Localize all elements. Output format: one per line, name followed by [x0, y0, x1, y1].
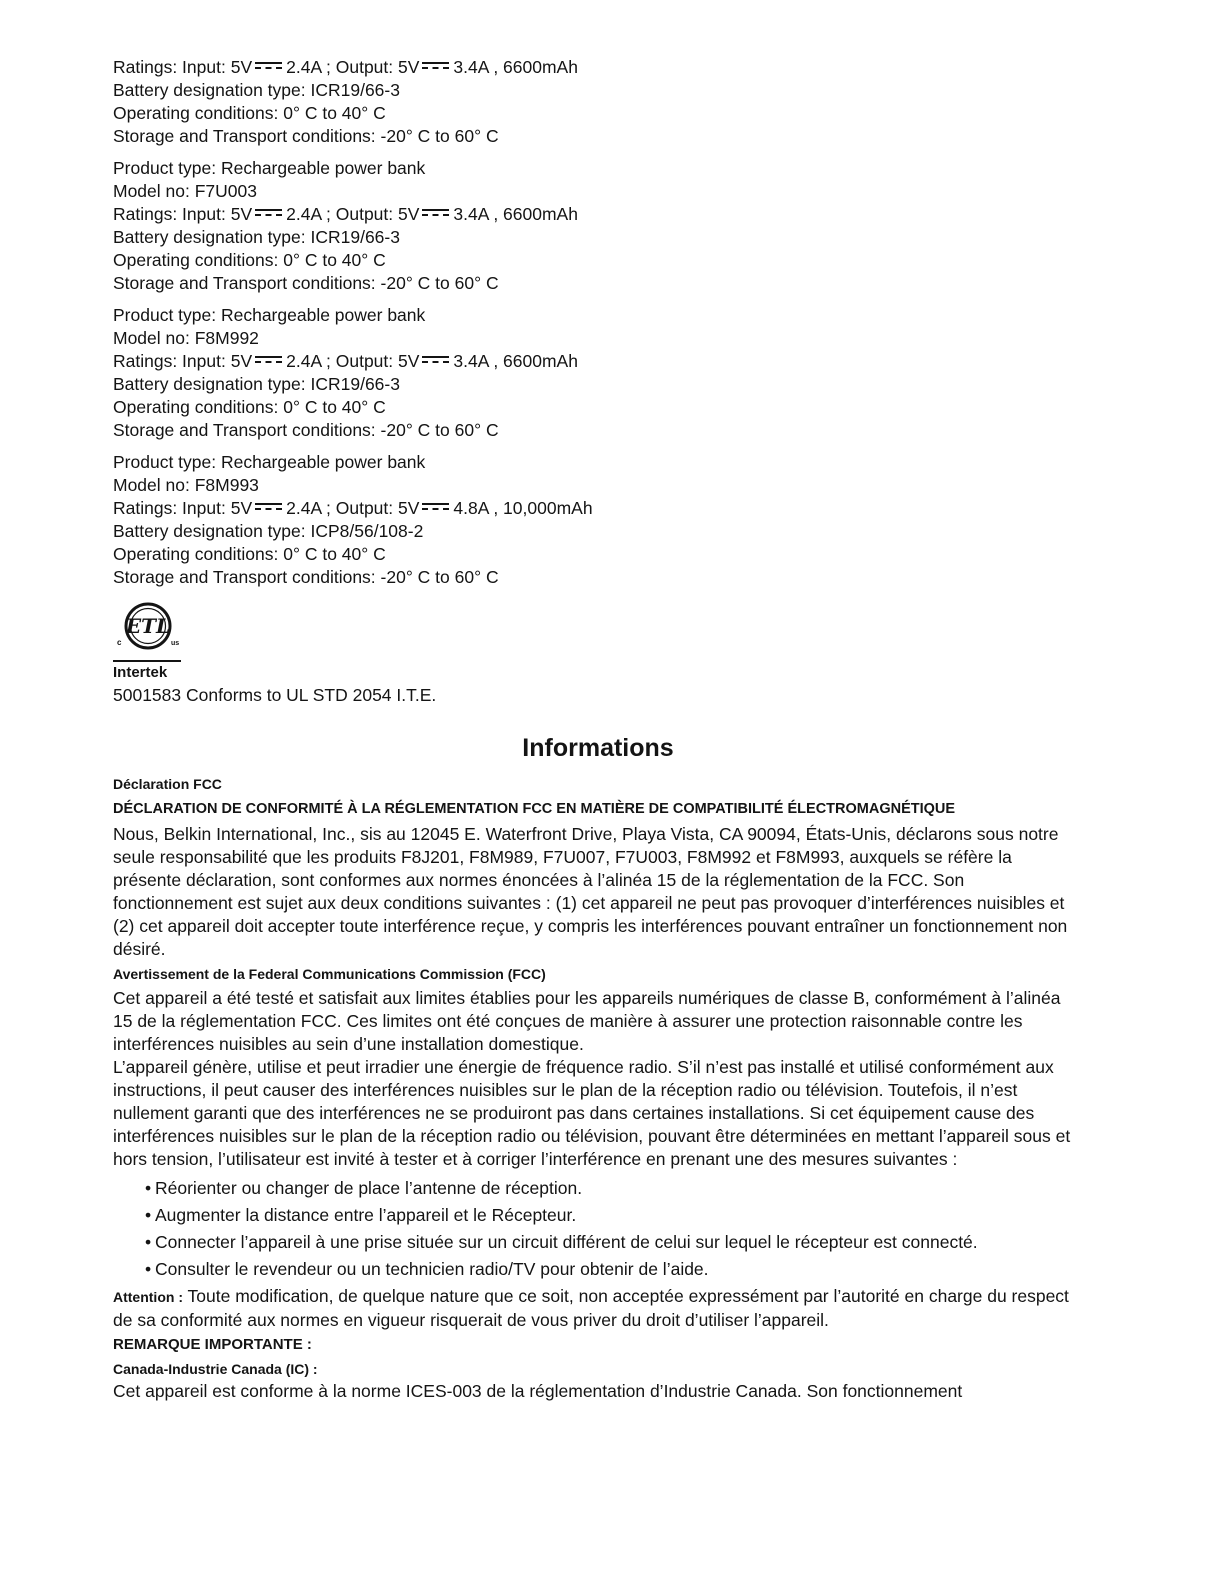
document-page — [113, 56, 1113, 1403]
bullet-icon: • — [145, 1205, 152, 1225]
measures-list — [145, 1175, 1113, 1283]
spec-block — [113, 56, 1113, 148]
fcc-warning-heading: Avertissement de la Federal Communications Commission (FCC) — [113, 966, 546, 982]
ratings-output-label: 2.4A ; Output: 5V — [286, 204, 420, 224]
bullet-icon: • — [145, 1232, 152, 1252]
attention-label: Attention : — [113, 1289, 183, 1305]
spec-line: Product type: Rechargeable power bank — [113, 452, 426, 472]
fcc-paragraph: Nous, Belkin International, Inc., sis au 12045 E. Waterfront Drive, Playa Vista, CA 90094, États-Unis, déclarons sous notre seule responsabilité que les produits F8J201, F8M989, F7U007, F7U003, F8M992 et F8M993, auxquels se réfère la présente déclaration, sont conformes aux normes énoncées à l’alinéa 15 de la réglementation de la FCC. Son fonctionnement est sujet aux deux conditions suivantes : (1) cet appareil ne peut pas provoquer d’interférences nuisibles et (2) cet appareil doit accepter toute interférence reçue, y compris les interférences pouvant entraîner un fonctionnement non désiré. — [113, 824, 1068, 959]
bullet-icon: • — [145, 1259, 152, 1279]
fcc-warning-paragraph: Cet appareil a été testé et satisfait aux limites établies pour les appareils numériques de classe B, conformément à l’alinéa 15 de la réglementation FCC. Ces limites ont été conçues de manière à assurer une protection raisonnable contre les interférences nuisibles au sein d’une installation domestique. — [113, 988, 1061, 1054]
svg-text:c: c — [117, 638, 122, 647]
spec-line: Battery designation type: ICR19/66-3 — [113, 80, 400, 100]
ratings-line — [113, 350, 1113, 373]
spec-line: Battery designation type: ICR19/66-3 — [113, 374, 400, 394]
canada-paragraph: Cet appareil est conforme à la norme ICES-003 de la réglementation d’Industrie Canada. Son fonctionnement — [113, 1381, 963, 1401]
fcc-heading: Déclaration FCC — [113, 776, 222, 792]
dc-symbol-icon — [422, 503, 449, 512]
spec-line: Storage and Transport conditions: -20° C to 60° C — [113, 420, 499, 440]
spec-line: Model no: F7U003 — [113, 181, 257, 201]
ratings-capacity: 3.4A , 6600mAh — [453, 57, 578, 77]
intertek-caption: Intertek — [113, 664, 168, 681]
list-item — [145, 1229, 1113, 1256]
spec-line: Product type: Rechargeable power bank — [113, 305, 426, 325]
etl-listed-mark-icon — [113, 601, 183, 651]
ratings-output-label: 2.4A ; Output: 5V — [286, 351, 420, 371]
spec-line: Battery designation type: ICR19/66-3 — [113, 227, 400, 247]
attention-paragraph — [113, 1285, 1083, 1332]
logo-divider — [113, 660, 181, 662]
ratings-input-label: Ratings: Input: 5V — [113, 498, 253, 518]
spec-line: Storage and Transport conditions: -20° C to 60° C — [113, 273, 499, 293]
spec-block — [113, 451, 1113, 589]
attention-text: Toute modification, de quelque nature que ce soit, non acceptée expressément par l’autorité en charge du respect de sa conformité aux normes en vigueur risquerait de vous priver du droit d’utiliser l’appareil. — [113, 1286, 1069, 1330]
ratings-capacity: 3.4A , 6600mAh — [453, 351, 578, 371]
dc-symbol-icon — [422, 209, 449, 218]
spec-line: Model no: F8M993 — [113, 475, 259, 495]
ratings-capacity: 4.8A , 10,000mAh — [453, 498, 593, 518]
spec-line: Product type: Rechargeable power bank — [113, 158, 426, 178]
interference-paragraph: L’appareil génère, utilise et peut irradier une énergie de fréquence radio. S’il n’est pas installé et utilisé conformément aux instructions, il peut causer des interférences nuisibles sur le plan de la réception radio ou télévision. Toutefois, il n’est nullement garanti que des interférences ne se produiront pas dans certaines installations. Si cet équipement cause des interférences nuisibles sur le plan de la réception radio ou télévision, pouvant être déterminées en mettant l’appareil sous et hors tension, l’utilisateur est invité à tester et à corriger l’interférence en prenant une des mesures suivantes : — [113, 1057, 1071, 1169]
bullet-icon: • — [145, 1178, 152, 1198]
ratings-input-label: Ratings: Input: 5V — [113, 351, 253, 371]
dc-symbol-icon — [422, 356, 449, 365]
ratings-capacity: 3.4A , 6600mAh — [453, 204, 578, 224]
svg-text:ETL: ETL — [125, 614, 171, 638]
svg-text:us: us — [171, 640, 180, 647]
spec-line: Battery designation type: ICP8/56/108-2 — [113, 521, 424, 541]
section-title: Informations — [522, 734, 674, 762]
certification-logo — [113, 601, 183, 682]
important-heading: REMARQUE IMPORTANTE : — [113, 1336, 312, 1353]
canada-heading: Canada-Industrie Canada (IC) : — [113, 1361, 318, 1377]
dc-symbol-icon — [255, 62, 282, 71]
list-item — [145, 1175, 1113, 1202]
dc-symbol-icon — [255, 503, 282, 512]
spec-line: Operating conditions: 0° C to 40° C — [113, 250, 386, 270]
list-item-text: Consulter le revendeur ou un technicien radio/TV pour obtenir de l’aide. — [155, 1259, 709, 1279]
spec-line: Storage and Transport conditions: -20° C to 60° C — [113, 567, 499, 587]
spec-line: Operating conditions: 0° C to 40° C — [113, 103, 386, 123]
list-item-text: Réorienter ou changer de place l’antenne de réception. — [155, 1178, 583, 1198]
list-item — [145, 1256, 1113, 1283]
spec-list — [113, 56, 1113, 589]
list-item-text: Augmenter la distance entre l’appareil et le Récepteur. — [155, 1205, 577, 1225]
spec-block — [113, 157, 1113, 295]
dc-symbol-icon — [422, 62, 449, 71]
spec-line: Model no: F8M992 — [113, 328, 259, 348]
ratings-line — [113, 497, 1113, 520]
spec-line: Storage and Transport conditions: -20° C to 60° C — [113, 126, 499, 146]
conformity-statement: 5001583 Conforms to UL STD 2054 I.T.E. — [113, 685, 437, 705]
dc-symbol-icon — [255, 356, 282, 365]
ratings-line — [113, 56, 1113, 79]
ratings-output-label: 2.4A ; Output: 5V — [286, 57, 420, 77]
ratings-line — [113, 203, 1113, 226]
spec-line: Operating conditions: 0° C to 40° C — [113, 397, 386, 417]
list-item-text: Connecter l’appareil à une prise située sur un circuit différent de celui sur lequel le récepteur est connecté. — [155, 1232, 978, 1252]
ratings-output-label: 2.4A ; Output: 5V — [286, 498, 420, 518]
fcc-caps-heading: DÉCLARATION DE CONFORMITÉ À LA RÉGLEMENTATION FCC EN MATIÈRE DE COMPATIBILITÉ ÉLECTROMAGNÉTIQUE — [113, 801, 956, 817]
ratings-input-label: Ratings: Input: 5V — [113, 57, 253, 77]
spec-block — [113, 304, 1113, 442]
spec-line: Operating conditions: 0° C to 40° C — [113, 544, 386, 564]
ratings-input-label: Ratings: Input: 5V — [113, 204, 253, 224]
list-item — [145, 1202, 1113, 1229]
dc-symbol-icon — [255, 209, 282, 218]
